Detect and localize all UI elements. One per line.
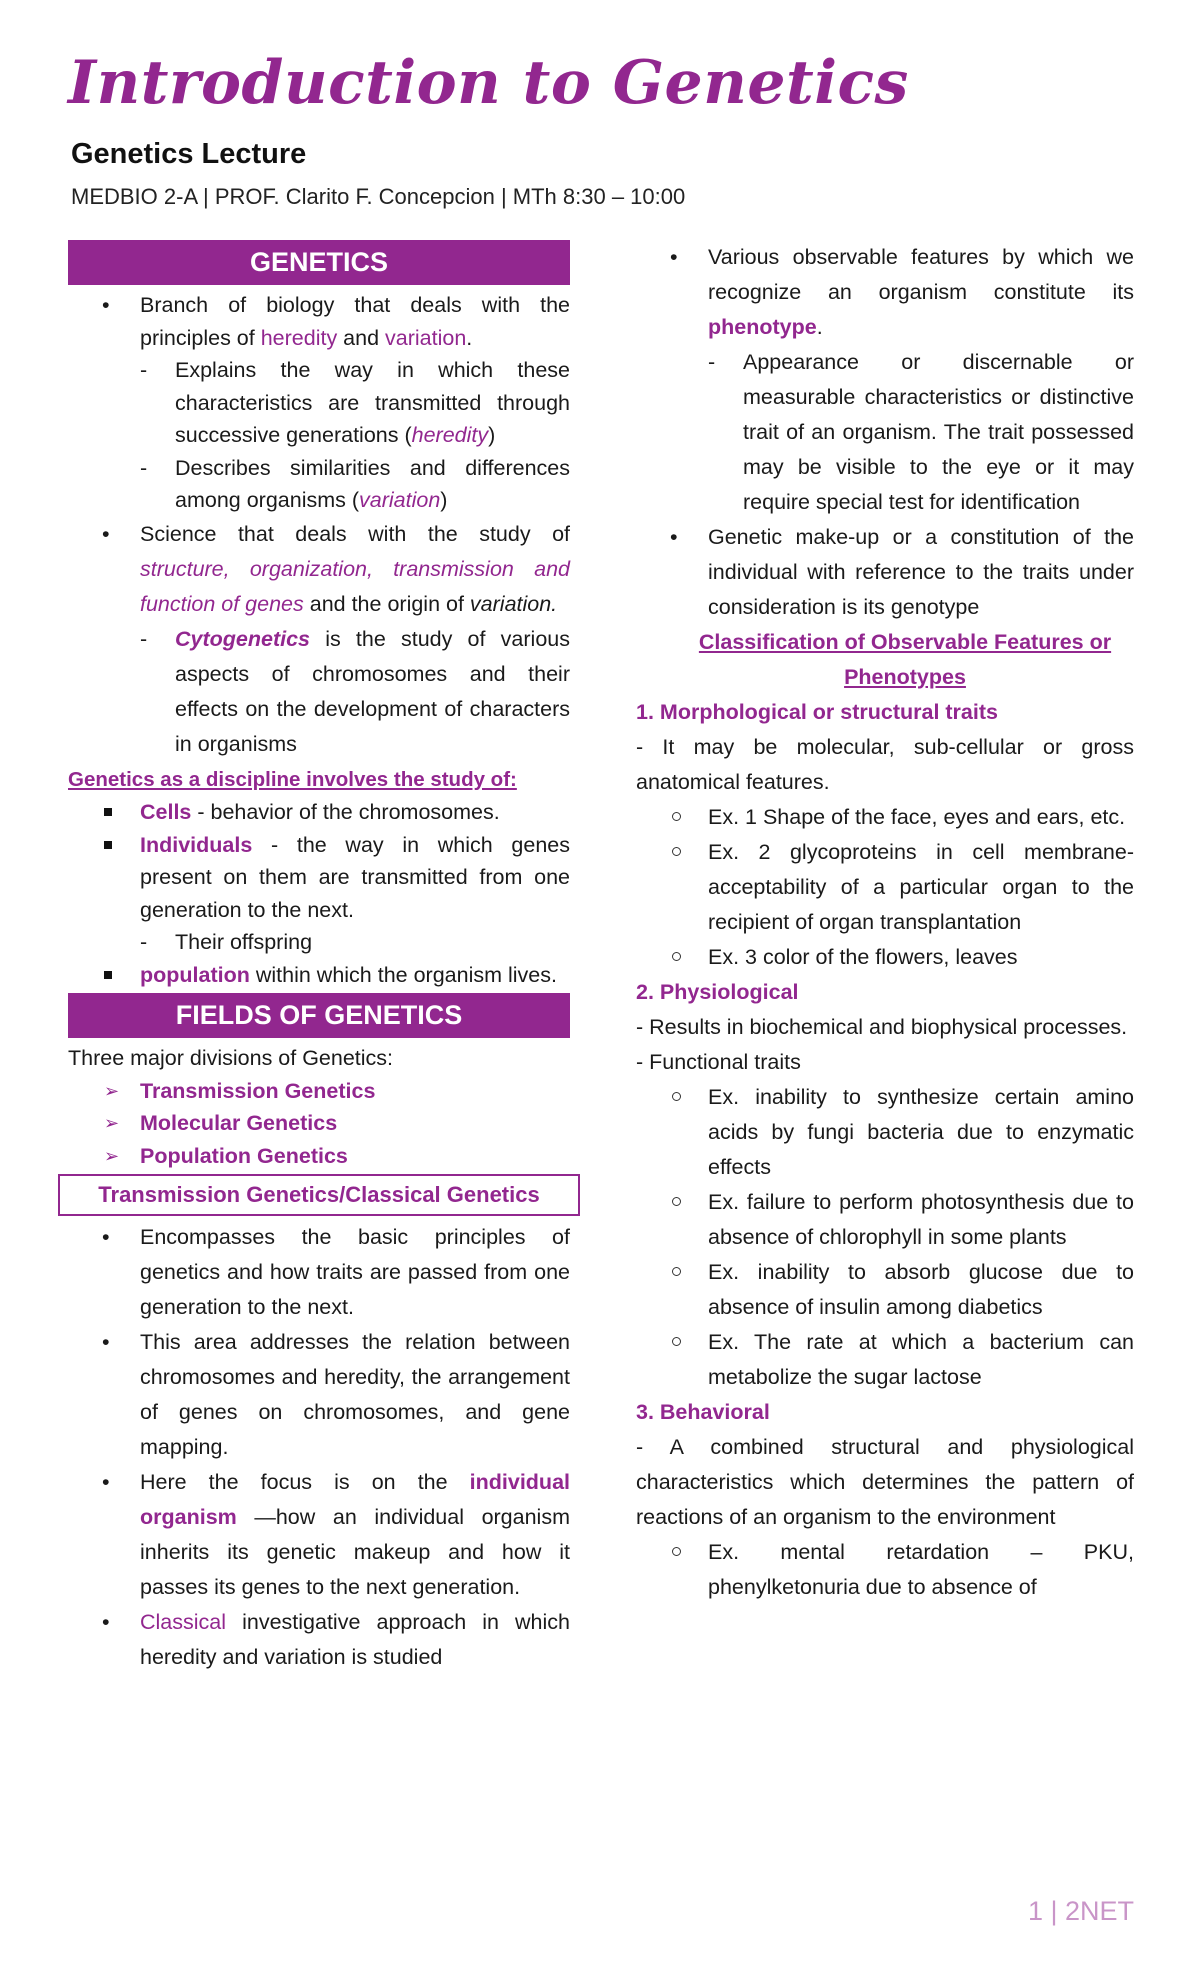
- list-item: [636, 940, 1134, 975]
- right-column: [636, 240, 1134, 1605]
- text: ): [440, 488, 448, 512]
- list-item: [636, 800, 1134, 835]
- circle-bullet-icon: [672, 1092, 681, 1101]
- dash-icon: -: [140, 626, 148, 651]
- list-item: [636, 1185, 1134, 1255]
- text: Encompasses the basic principles of genetics and how traits are passed from one generation to the next.: [140, 1225, 570, 1319]
- list-item: [636, 835, 1134, 940]
- dash-icon: -: [708, 350, 716, 374]
- square-bullet-icon: [104, 841, 112, 849]
- list-item: [68, 829, 570, 927]
- dash-icon: -: [140, 358, 148, 382]
- list-item: [68, 959, 570, 992]
- text: Branch of biology that deals with the principles of: [140, 293, 570, 350]
- list-item: [68, 517, 570, 622]
- bullet-icon: •: [102, 293, 110, 317]
- arrow-icon: ➢: [104, 1145, 120, 1166]
- term-phenotype: phenotype: [708, 315, 817, 339]
- term: Individuals: [140, 832, 253, 857]
- bullet-icon: •: [102, 1470, 110, 1494]
- arrow-icon: ➢: [104, 1080, 120, 1101]
- text: Here the focus is on the: [140, 1470, 470, 1494]
- term-cytogenetics: Cytogenetics: [175, 626, 311, 651]
- text: Population Genetics: [140, 1143, 348, 1168]
- term-heredity: heredity: [260, 325, 338, 350]
- section-description: - A combined structural and physiological characteristics which determines the pattern of reactions of an organism to the environment: [636, 1435, 1134, 1529]
- list-item: [636, 345, 1134, 520]
- text: Ex. The rate at which a bacterium can metabolize the sugar lactose: [708, 1330, 1134, 1389]
- list-item: [68, 452, 570, 517]
- circle-bullet-icon: [672, 1267, 681, 1276]
- square-bullet-icon: [104, 971, 112, 979]
- circle-bullet-icon: [672, 847, 681, 856]
- text: investigative approach in which heredity and variation is studied: [140, 1610, 570, 1669]
- bullet-icon: •: [102, 1225, 110, 1249]
- circle-bullet-icon: [672, 1197, 681, 1206]
- text: and: [337, 325, 386, 350]
- list-item: [68, 1220, 570, 1325]
- section-description: - Results in biochemical and biophysical processes.: [636, 1015, 1128, 1039]
- text: This area addresses the relation between chromosomes and heredity, the arrangement of genes on chromosomes, and gene mapping.: [140, 1330, 570, 1459]
- text: and the origin of: [303, 591, 470, 616]
- circle-bullet-icon: [672, 812, 681, 821]
- list-item: [636, 240, 1134, 345]
- text: —how an individual organism inherits its genetic makeup and how it passes its genes to the next generation.: [140, 1505, 570, 1599]
- text: .: [816, 315, 823, 339]
- list-item: [636, 1255, 1134, 1325]
- dash-icon: -: [140, 930, 148, 954]
- term: Classical: [140, 1610, 227, 1634]
- text: ): [488, 423, 496, 447]
- text: Appearance or discernable or measurable characteristics or distinctive trait of an organism. The trait possessed may be visible to the eye or it may require special test for identification: [743, 350, 1134, 514]
- circle-bullet-icon: [672, 1337, 681, 1346]
- list-item: [68, 1465, 570, 1605]
- term: structure, organization, transmission and function of genes: [140, 556, 570, 616]
- text: is the study of various aspects of chromosomes and their effects on the development of characters in organisms: [175, 626, 570, 756]
- text: Classification of Observable Features or: [698, 630, 1112, 654]
- section-heading: 3. Behavioral: [636, 1400, 770, 1424]
- list-item: [68, 622, 570, 762]
- text: Describes similarities and differences among organisms (: [175, 455, 570, 512]
- text: Phenotypes: [844, 665, 966, 689]
- text: Ex. 2 glycoproteins in cell membrane- acceptability of a particular organ to the recipient of organ transplantation: [708, 840, 1134, 934]
- text: .: [466, 325, 473, 350]
- transmission-genetics-heading: Transmission Genetics/Classical Genetics: [58, 1174, 580, 1216]
- left-column: [68, 240, 570, 1675]
- section-heading: 2. Physiological: [636, 980, 799, 1004]
- circle-bullet-icon: [672, 1547, 681, 1556]
- text: Ex. mental retardation – PKU, phenylketonuria due to absence of: [708, 1540, 1134, 1599]
- term: individual organism: [140, 1470, 570, 1529]
- bullet-icon: •: [670, 525, 678, 549]
- term: heredity: [411, 423, 489, 447]
- list-item: [68, 354, 570, 452]
- bullet-icon: •: [102, 521, 110, 546]
- list-item: [68, 1325, 570, 1465]
- term: population: [140, 962, 250, 987]
- page-title: Introduction to Genetics: [68, 48, 909, 118]
- text: - behavior of the chromosomes.: [191, 800, 500, 824]
- text: within which the organism lives.: [249, 962, 557, 987]
- list-item: [68, 1075, 570, 1108]
- list-item: [68, 1605, 570, 1675]
- text: Ex. inability to synthesize certain amino acids by fungi bacteria due to enzymatic effects: [708, 1085, 1134, 1179]
- text: Ex. failure to perform photosynthesis due to absence of chlorophyll in some plants: [708, 1190, 1134, 1249]
- list-item: [636, 1535, 1134, 1605]
- discipline-heading: Genetics as a discipline involves the study of:: [68, 767, 517, 791]
- list-item: [636, 1080, 1134, 1185]
- classification-heading: [636, 625, 1134, 695]
- genetics-banner: GENETICS: [68, 240, 570, 285]
- text: Their offspring: [175, 930, 313, 954]
- bullet-icon: •: [102, 1610, 110, 1634]
- list-item: [636, 520, 1134, 625]
- text: Explains the way in which these characteristics are transmitted through successive generations (: [175, 358, 570, 447]
- list-item: [68, 796, 570, 829]
- text: Transmission Genetics: [140, 1078, 376, 1103]
- text: Genetic make-up or a constitution of the individual with reference to the traits under consideration is its genotype: [708, 525, 1134, 619]
- text: Science that deals with the study of: [140, 521, 570, 546]
- arrow-icon: ➢: [104, 1113, 120, 1133]
- bullet-icon: •: [670, 245, 678, 269]
- section-heading: 1. Morphological or structural traits: [636, 700, 998, 724]
- dash-icon: -: [140, 455, 148, 480]
- fields-intro: Three major divisions of Genetics:: [68, 1046, 394, 1070]
- list-item: [68, 1107, 570, 1140]
- term-variation: variation: [385, 325, 467, 350]
- text: Ex. 1 Shape of the face, eyes and ears, etc.: [708, 805, 1126, 829]
- list-item: [636, 1325, 1134, 1395]
- circle-bullet-icon: [672, 952, 681, 961]
- term: variation: [359, 488, 441, 512]
- section-description: - It may be molecular, sub-cellular or gross anatomical features.: [636, 735, 1134, 794]
- lecture-subtitle: Genetics Lecture: [71, 138, 307, 170]
- section-description: - Functional traits: [636, 1050, 801, 1074]
- text: Ex. 3 color of the flowers, leaves: [708, 945, 1018, 969]
- square-bullet-icon: [104, 808, 112, 816]
- text: - the way in which genes present on them are transmitted from one generation to the next.: [140, 832, 570, 922]
- text: Molecular Genetics: [140, 1111, 338, 1135]
- page-number: 1 | 2NET: [1027, 1896, 1134, 1926]
- list-item: [68, 289, 570, 354]
- text: Various observable features by which we recognize an organism constitute its: [708, 245, 1134, 304]
- text: Ex. inability to absorb glucose due to absence of insulin among diabetics: [708, 1260, 1134, 1319]
- list-item: [68, 926, 570, 959]
- course-meta: MEDBIO 2-A | PROF. Clarito F. Concepcion | MTh 8:30 – 10:00: [71, 184, 686, 209]
- fields-banner: FIELDS OF GENETICS: [68, 993, 570, 1038]
- term: Cells: [140, 800, 192, 824]
- list-item: [68, 1140, 570, 1173]
- term: variation.: [469, 591, 558, 616]
- bullet-icon: •: [102, 1330, 110, 1354]
